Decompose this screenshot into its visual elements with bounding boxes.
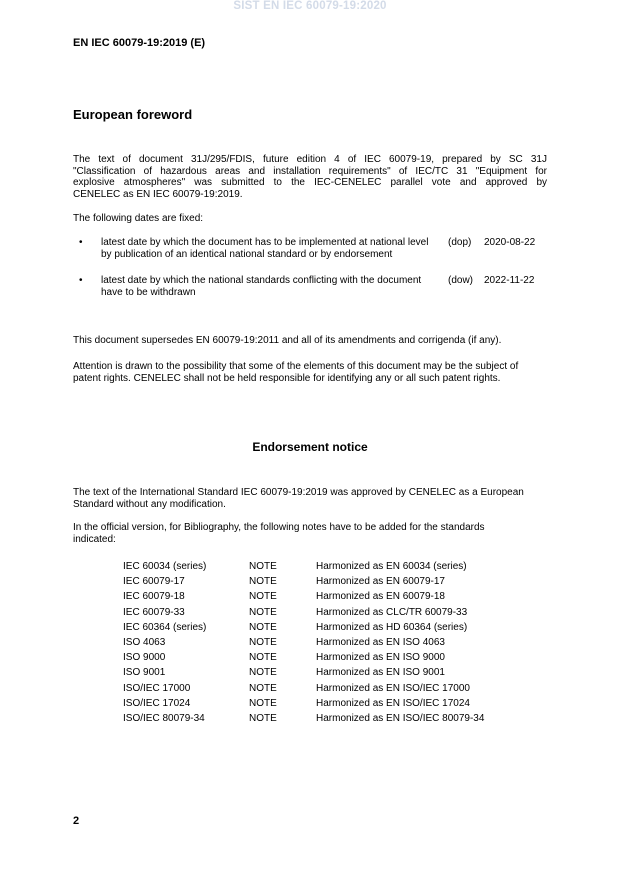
note-label: NOTE: [249, 697, 277, 709]
note-row: [123, 591, 523, 606]
foreword-intro-line: "Classification of hazardous areas and installation requirements" of IEC/TC 31 "Equipment for: [73, 165, 547, 177]
note-harmonized: Harmonized as CLC/TR 60079-33: [316, 606, 468, 618]
supersedes-paragraph: This document supersedes EN 60079-19:2011 and all of its amendments and corrigenda (if any).: [73, 335, 502, 346]
note-row: [123, 607, 523, 622]
date-item-dop: [73, 237, 547, 261]
attention-paragraph: [73, 361, 547, 384]
attention-line: Attention is drawn to the possibility that some of the elements of this document may be the subject of: [73, 361, 519, 372]
bibliography-line: indicated:: [73, 533, 116, 545]
note-label: NOTE: [249, 682, 277, 694]
note-standard: ISO 9001: [123, 667, 166, 679]
note-row: [123, 667, 523, 682]
note-harmonized: Harmonized as HD 60364 (series): [316, 621, 468, 633]
note-row: [123, 698, 523, 713]
note-row: [123, 637, 523, 652]
date-item-code: (dow): [448, 275, 474, 286]
note-standard: IEC 60079-33: [123, 606, 185, 618]
date-item-date: 2020-08-22: [484, 237, 536, 248]
date-item-dow: [73, 275, 547, 299]
note-row: [123, 652, 523, 667]
watermark: SIST EN IEC 60079-19:2020: [233, 0, 387, 12]
note-label: NOTE: [249, 606, 277, 618]
note-standard: IEC 60079-18: [123, 591, 185, 603]
note-standard: IEC 60079-17: [123, 576, 185, 588]
note-standard: IEC 60034 (series): [123, 561, 207, 572]
document-header: EN IEC 60079-19:2019 (E): [73, 37, 206, 49]
date-item-code: (dop): [448, 237, 472, 248]
note-harmonized: Harmonized as EN 60034 (series): [316, 561, 467, 572]
date-item-text: latest date by which the national standards conflicting with the document have to be withdrawn: [101, 275, 422, 298]
note-row: [123, 561, 523, 576]
note-label: NOTE: [249, 621, 277, 633]
foreword-intro-line: The text of document 31J/295/FDIS, future edition 4 of IEC 60079-19, prepared by SC 31J: [73, 154, 547, 165]
note-standard: IEC 60364 (series): [123, 621, 207, 633]
note-label: NOTE: [249, 636, 277, 648]
note-harmonized: Harmonized as EN ISO/IEC 17024: [316, 697, 470, 709]
bullet-icon: •: [79, 275, 83, 286]
note-standard: ISO 9000: [123, 652, 166, 664]
note-label: NOTE: [249, 561, 277, 572]
attention-line: patent rights. CENELEC shall not be held responsible for identifying any or all such patent rights.: [73, 372, 501, 384]
note-standard: ISO 4063: [123, 636, 166, 648]
note-standard: ISO/IEC 17000: [123, 682, 191, 694]
note-row: [123, 683, 523, 698]
note-row: [123, 576, 523, 591]
note-harmonized: Harmonized as EN 60079-17: [316, 576, 445, 588]
foreword-intro-line: CENELEC as EN IEC 60079-19:2019.: [73, 188, 243, 200]
note-label: NOTE: [249, 591, 277, 603]
note-label: NOTE: [249, 576, 277, 588]
date-item-date: 2022-11-22: [484, 275, 535, 286]
bibliography-paragraph: [73, 522, 547, 545]
foreword-title: European foreword: [73, 107, 193, 122]
endorsement-title: Endorsement notice: [252, 440, 368, 454]
foreword-intro-line: explosive atmospheres" was submitted to the IEC-CENELEC parallel vote and approved by: [73, 177, 547, 189]
note-label: NOTE: [249, 667, 277, 679]
date-item-text: latest date by which the document has to be implemented at national level by publication of an identical national standard or by endorsement: [101, 237, 429, 260]
note-label: NOTE: [249, 712, 277, 724]
note-harmonized: Harmonized as EN ISO 4063: [316, 636, 445, 648]
foreword-intro-paragraph: [73, 154, 547, 200]
note-standard: ISO/IEC 17024: [123, 697, 191, 709]
note-harmonized: Harmonized as EN ISO/IEC 80079-34: [316, 712, 485, 724]
note-harmonized: Harmonized as EN ISO/IEC 17000: [316, 682, 470, 694]
note-standard: ISO/IEC 80079-34: [123, 712, 205, 724]
approval-line: Standard without any modification.: [73, 498, 226, 510]
bullet-icon: •: [79, 237, 83, 248]
bibliography-line: In the official version, for Bibliography, the following notes have to be added for the standards: [73, 522, 485, 533]
note-row: [123, 622, 523, 637]
note-harmonized: Harmonized as EN ISO 9000: [316, 652, 445, 664]
note-harmonized: Harmonized as EN 60079-18: [316, 591, 445, 603]
note-row: [123, 713, 523, 728]
page-number: 2: [73, 815, 80, 827]
endorsement-approval-paragraph: [73, 487, 547, 510]
note-harmonized: Harmonized as EN ISO 9001: [316, 667, 445, 679]
bibliography-notes-list: [123, 561, 523, 728]
note-label: NOTE: [249, 652, 277, 664]
approval-line: The text of the International Standard IEC 60079-19:2019 was approved by CENELEC as a European: [73, 487, 524, 498]
dates-intro: The following dates are fixed:: [73, 213, 204, 224]
